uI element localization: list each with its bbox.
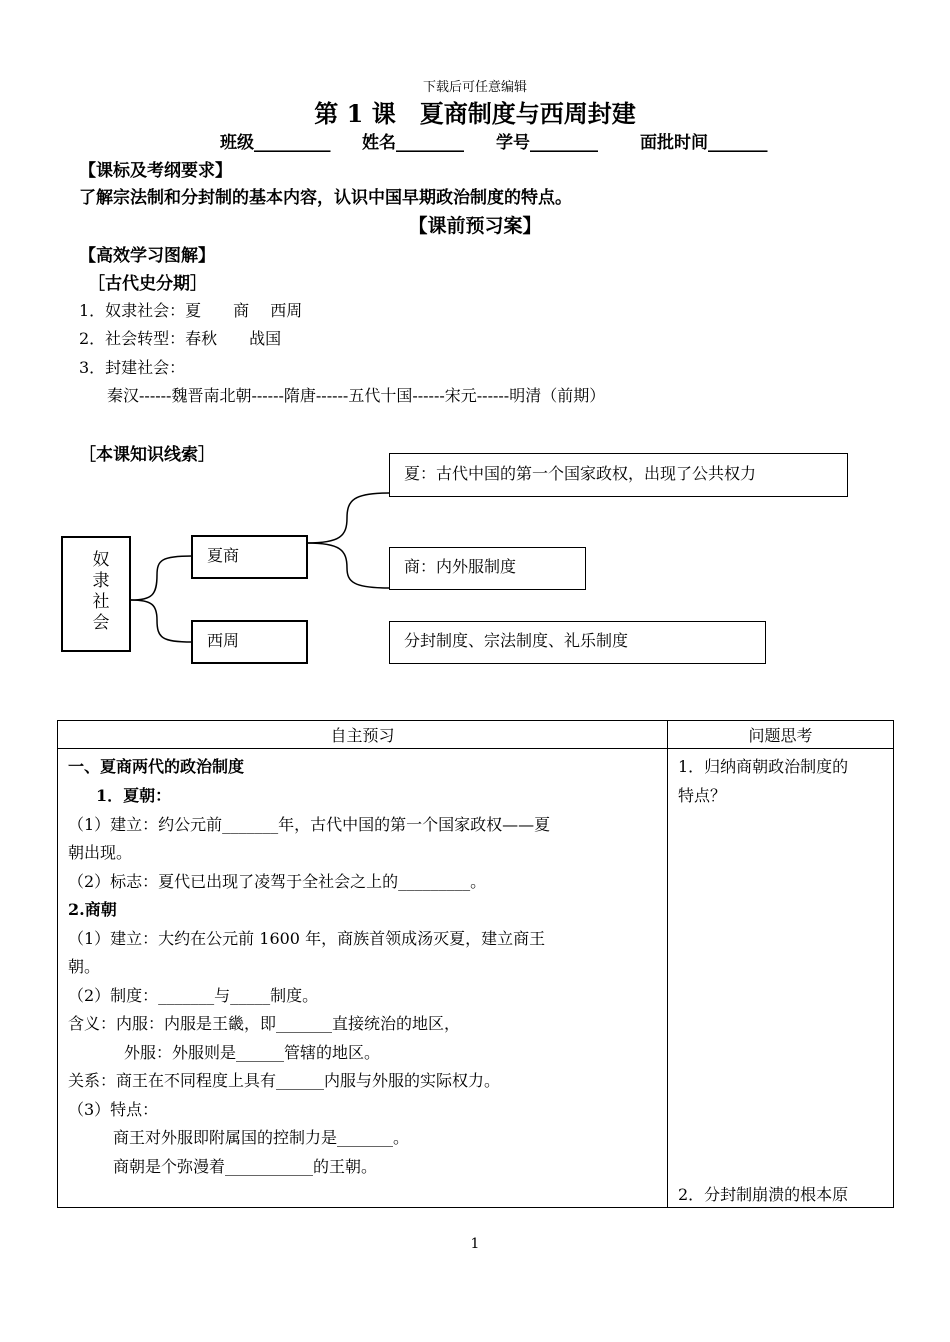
download-note: 下载后可任意编辑 xyxy=(422,80,527,95)
shang-feature-control: 商王对外服即附属国的控制力是_______。 xyxy=(113,1128,410,1147)
page-title: 第 1 课 夏商制度与西周封建 xyxy=(314,99,636,128)
table-header-row xyxy=(58,721,894,749)
xia-founding-cont: 朝出现。 xyxy=(68,843,133,862)
shang-founding-cont: 朝。 xyxy=(68,957,101,976)
requirements-heading: 【课标及考纲要求】 xyxy=(79,161,232,181)
shang-heading: 2.商朝 xyxy=(68,900,117,919)
xiashang-label: 夏商 xyxy=(207,546,240,565)
shang-feature-atmosphere: 商朝是个弥漫着___________的王朝。 xyxy=(113,1157,378,1176)
requirements-text: 了解宗法制和分封制的基本内容，认识中国早期政治制度的特点。 xyxy=(79,188,572,208)
question-2: 2．分封制崩溃的根本原 xyxy=(678,1185,849,1204)
preview-heading: 【课前预习案】 xyxy=(408,215,542,237)
root-box xyxy=(61,536,131,652)
learning-diagram-heading: 【高效学习图解】 xyxy=(79,246,215,266)
shang-desc-box xyxy=(389,547,586,590)
western-zhou-label: 西周 xyxy=(207,631,240,650)
period-item-2: 2．社会转型：春秋 战国 xyxy=(79,329,282,348)
xia-founding: （1）建立：约公元前_______年，古代中国的第一个国家政权——夏 xyxy=(68,815,551,834)
class-field: 班级_________ xyxy=(220,133,331,153)
shang-relation: 关系：商王在不同程度上具有______内服与外服的实际权力。 xyxy=(68,1071,501,1090)
table-body-row xyxy=(58,749,894,1208)
zhou-desc-label: 分封制度、宗法制度、礼乐制度 xyxy=(404,631,629,650)
connector-xiashang-shang xyxy=(307,543,389,588)
question-1: 1．归纳商朝政治制度的 xyxy=(678,757,849,776)
student-no-field: 学号________ xyxy=(496,133,598,153)
shang-system: （2）制度：_______与_____制度。 xyxy=(68,986,319,1005)
question-cell xyxy=(668,749,894,1208)
zhou-desc-box xyxy=(389,621,766,664)
period-item-1: 1．奴隶社会：夏 商 西周 xyxy=(79,301,303,320)
root-char-3: 社 xyxy=(92,592,110,612)
shang-meaning-outer: 外服：外服则是______管辖的地区。 xyxy=(124,1043,381,1062)
root-char-2: 隶 xyxy=(92,571,110,591)
root-char-4: 会 xyxy=(92,613,110,633)
ancient-periods-heading: ［古代史分期］ xyxy=(88,274,207,294)
xia-desc-box xyxy=(389,453,848,497)
western-zhou-box xyxy=(191,620,308,664)
self-preview-header: 自主预习 xyxy=(58,721,668,749)
review-time-field: 面批时间_______ xyxy=(640,133,768,153)
shang-founding: （1）建立：大约在公元前 1600 年，商族首领成汤灭夏，建立商王 xyxy=(68,929,546,948)
xia-sign: （2）标志：夏代已出现了凌驾于全社会之上的_________。 xyxy=(68,872,487,891)
question-header: 问题思考 xyxy=(668,721,894,749)
preview-table xyxy=(57,720,894,1208)
shang-meaning-inner: 含义：内服：内服是王畿，即_______直接统治的地区， xyxy=(68,1014,461,1033)
name-field: 姓名________ xyxy=(362,133,464,153)
xia-heading: 1．夏朝： xyxy=(96,786,172,805)
shang-desc-label: 商：内外服制度 xyxy=(404,557,517,576)
xiashang-box xyxy=(191,535,308,579)
xia-desc-label: 夏：古代中国的第一个国家政权，出现了公共权力 xyxy=(404,464,757,483)
period-item-4: 秦汉------魏晋南北朝------隋唐------五代十国------宋元------明清（前期） xyxy=(107,386,606,405)
question-1-cont: 特点？ xyxy=(678,786,727,805)
connector-xiashang-xia xyxy=(307,493,389,543)
shang-features-heading: （3）特点： xyxy=(68,1100,159,1119)
page-number: 1 xyxy=(470,1236,480,1252)
connector-root-xizhou xyxy=(131,600,192,642)
root-char-1: 奴 xyxy=(92,550,110,570)
section-heading: 一、夏商两代的政治制度 xyxy=(68,757,245,776)
period-item-3: 3．封建社会： xyxy=(79,358,186,377)
knowledge-clue-heading: ［本课知识线索］ xyxy=(79,445,215,465)
self-preview-cell xyxy=(58,749,668,1208)
connector-root-xiashang xyxy=(131,556,192,600)
